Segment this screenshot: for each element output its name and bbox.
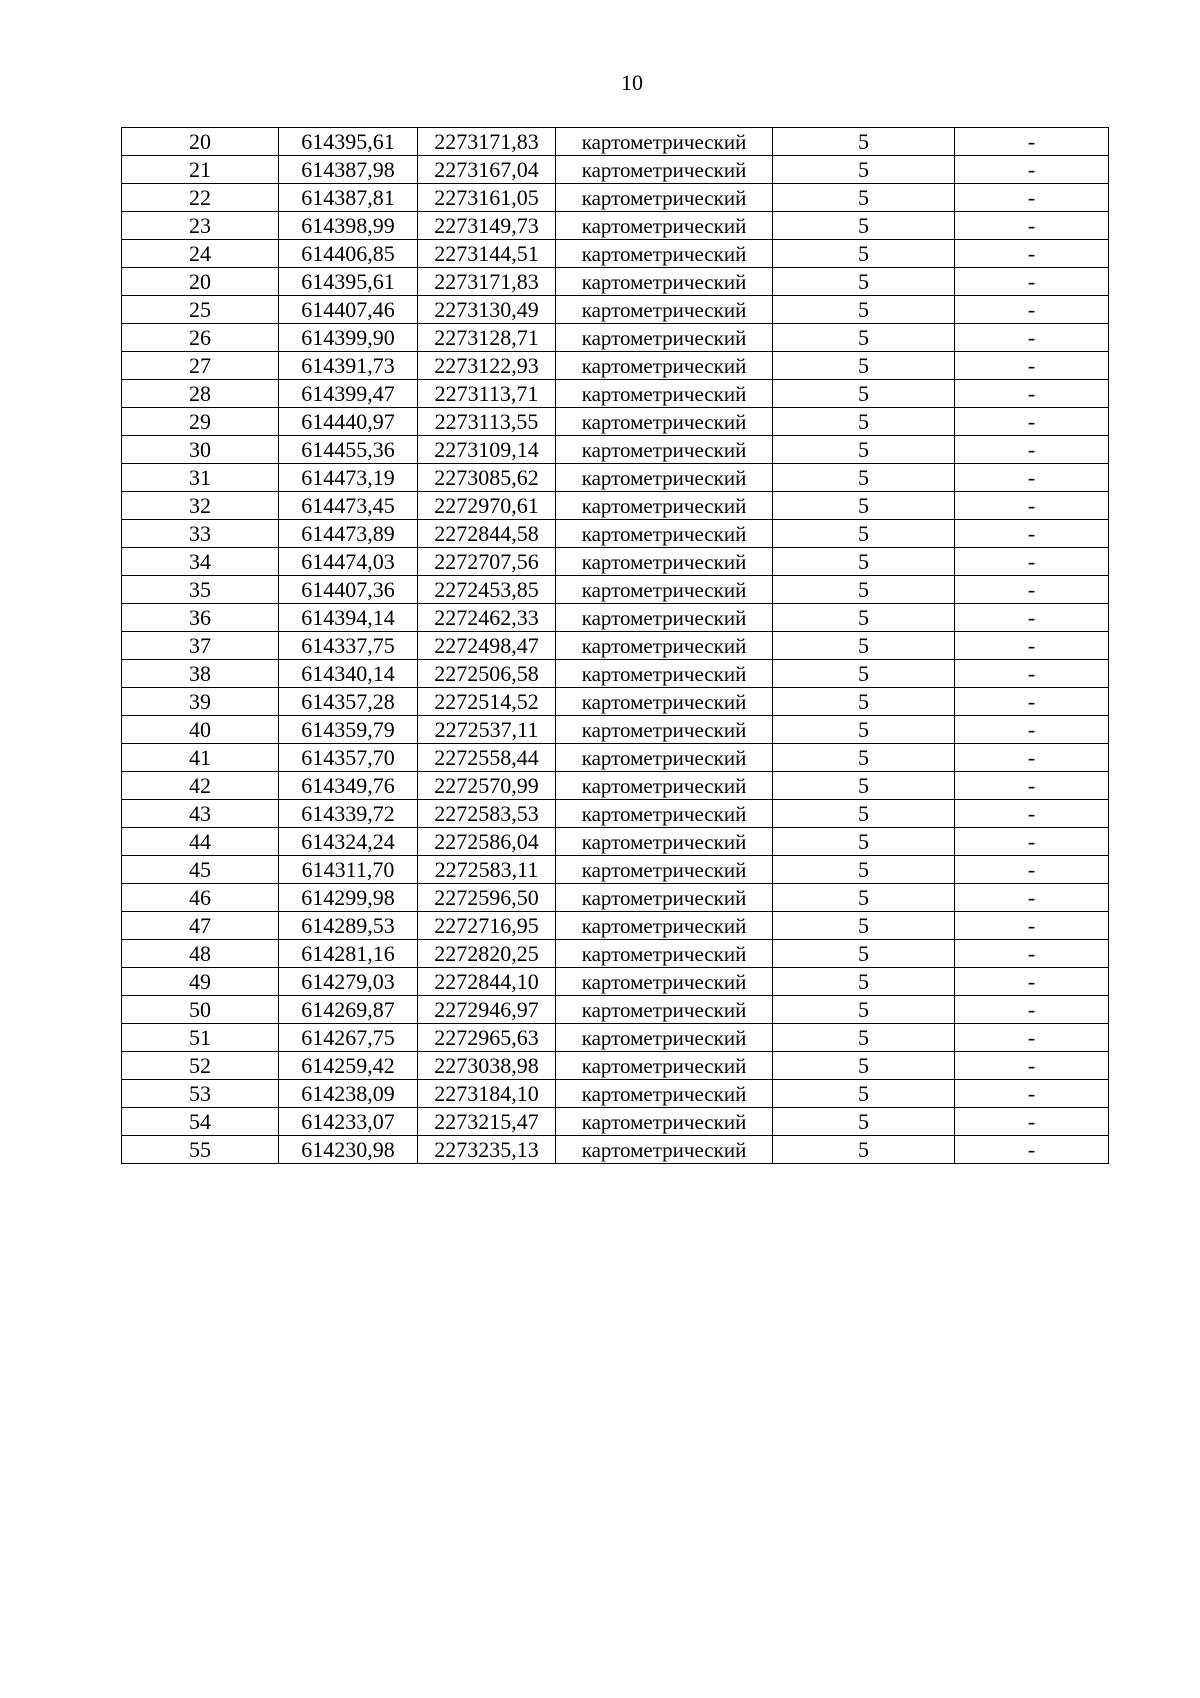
y-coordinate-cell: 2272586,04: [418, 828, 556, 856]
method-cell: картометрический: [556, 380, 773, 408]
x-coordinate-cell: 614233,07: [279, 1108, 418, 1136]
y-coordinate-cell: 2272583,53: [418, 800, 556, 828]
accuracy-cell: 5: [773, 240, 955, 268]
method-cell: картометрический: [556, 912, 773, 940]
x-coordinate-cell: 614407,46: [279, 296, 418, 324]
table-row: [122, 324, 1109, 352]
note-cell: -: [955, 1080, 1109, 1108]
point-number-cell: 50: [122, 996, 279, 1024]
note-cell: -: [955, 352, 1109, 380]
coordinates-table: [121, 127, 1109, 1164]
note-cell: -: [955, 408, 1109, 436]
method-cell: картометрический: [556, 940, 773, 968]
note-cell: -: [955, 716, 1109, 744]
method-cell: картометрический: [556, 408, 773, 436]
note-cell: -: [955, 940, 1109, 968]
point-number-cell: 40: [122, 716, 279, 744]
x-coordinate-cell: 614279,03: [279, 968, 418, 996]
table-row: [122, 156, 1109, 184]
method-cell: картометрический: [556, 520, 773, 548]
table-row: [122, 912, 1109, 940]
y-coordinate-cell: 2273171,83: [418, 128, 556, 156]
table-row: [122, 184, 1109, 212]
table-row: [122, 744, 1109, 772]
point-number-cell: 39: [122, 688, 279, 716]
point-number-cell: 34: [122, 548, 279, 576]
method-cell: картометрический: [556, 296, 773, 324]
method-cell: картометрический: [556, 464, 773, 492]
y-coordinate-cell: 2273235,13: [418, 1136, 556, 1164]
accuracy-cell: 5: [773, 912, 955, 940]
accuracy-cell: 5: [773, 1108, 955, 1136]
y-coordinate-cell: 2272820,25: [418, 940, 556, 968]
x-coordinate-cell: 614407,36: [279, 576, 418, 604]
method-cell: картометрический: [556, 128, 773, 156]
x-coordinate-cell: 614473,19: [279, 464, 418, 492]
method-cell: картометрический: [556, 800, 773, 828]
table-row: [122, 268, 1109, 296]
method-cell: картометрический: [556, 1108, 773, 1136]
accuracy-cell: 5: [773, 324, 955, 352]
y-coordinate-cell: 2273113,71: [418, 380, 556, 408]
accuracy-cell: 5: [773, 212, 955, 240]
note-cell: -: [955, 912, 1109, 940]
point-number-cell: 24: [122, 240, 279, 268]
point-number-cell: 28: [122, 380, 279, 408]
note-cell: -: [955, 660, 1109, 688]
accuracy-cell: 5: [773, 268, 955, 296]
table-row: [122, 1024, 1109, 1052]
note-cell: -: [955, 520, 1109, 548]
x-coordinate-cell: 614394,14: [279, 604, 418, 632]
x-coordinate-cell: 614339,72: [279, 800, 418, 828]
table-row: [122, 1080, 1109, 1108]
x-coordinate-cell: 614230,98: [279, 1136, 418, 1164]
method-cell: картометрический: [556, 548, 773, 576]
method-cell: картометрический: [556, 352, 773, 380]
method-cell: картометрический: [556, 1024, 773, 1052]
accuracy-cell: 5: [773, 1136, 955, 1164]
y-coordinate-cell: 2272707,56: [418, 548, 556, 576]
point-number-cell: 37: [122, 632, 279, 660]
table-row: [122, 240, 1109, 268]
accuracy-cell: 5: [773, 576, 955, 604]
x-coordinate-cell: 614399,47: [279, 380, 418, 408]
note-cell: -: [955, 1024, 1109, 1052]
accuracy-cell: 5: [773, 996, 955, 1024]
accuracy-cell: 5: [773, 464, 955, 492]
accuracy-cell: 5: [773, 688, 955, 716]
accuracy-cell: 5: [773, 828, 955, 856]
method-cell: картометрический: [556, 884, 773, 912]
y-coordinate-cell: 2273149,73: [418, 212, 556, 240]
accuracy-cell: 5: [773, 744, 955, 772]
accuracy-cell: 5: [773, 548, 955, 576]
y-coordinate-cell: 2272570,99: [418, 772, 556, 800]
table-row: [122, 660, 1109, 688]
y-coordinate-cell: 2273215,47: [418, 1108, 556, 1136]
point-number-cell: 36: [122, 604, 279, 632]
x-coordinate-cell: 614455,36: [279, 436, 418, 464]
note-cell: -: [955, 800, 1109, 828]
accuracy-cell: 5: [773, 660, 955, 688]
point-number-cell: 26: [122, 324, 279, 352]
note-cell: -: [955, 1136, 1109, 1164]
point-number-cell: 22: [122, 184, 279, 212]
note-cell: -: [955, 268, 1109, 296]
x-coordinate-cell: 614357,28: [279, 688, 418, 716]
accuracy-cell: 5: [773, 156, 955, 184]
y-coordinate-cell: 2273085,62: [418, 464, 556, 492]
y-coordinate-cell: 2272970,61: [418, 492, 556, 520]
accuracy-cell: 5: [773, 492, 955, 520]
method-cell: картометрический: [556, 1136, 773, 1164]
method-cell: картометрический: [556, 856, 773, 884]
method-cell: картометрический: [556, 436, 773, 464]
x-coordinate-cell: 614359,79: [279, 716, 418, 744]
table-row: [122, 604, 1109, 632]
point-number-cell: 38: [122, 660, 279, 688]
method-cell: картометрический: [556, 688, 773, 716]
table-row: [122, 884, 1109, 912]
note-cell: -: [955, 688, 1109, 716]
y-coordinate-cell: 2272462,33: [418, 604, 556, 632]
y-coordinate-cell: 2272583,11: [418, 856, 556, 884]
point-number-cell: 54: [122, 1108, 279, 1136]
point-number-cell: 48: [122, 940, 279, 968]
note-cell: -: [955, 492, 1109, 520]
x-coordinate-cell: 614311,70: [279, 856, 418, 884]
note-cell: -: [955, 1052, 1109, 1080]
point-number-cell: 29: [122, 408, 279, 436]
method-cell: картометрический: [556, 184, 773, 212]
table-row: [122, 1052, 1109, 1080]
accuracy-cell: 5: [773, 940, 955, 968]
accuracy-cell: 5: [773, 884, 955, 912]
method-cell: картометрический: [556, 324, 773, 352]
accuracy-cell: 5: [773, 1024, 955, 1052]
x-coordinate-cell: 614357,70: [279, 744, 418, 772]
method-cell: картометрический: [556, 492, 773, 520]
table-row: [122, 128, 1109, 156]
accuracy-cell: 5: [773, 772, 955, 800]
y-coordinate-cell: 2273109,14: [418, 436, 556, 464]
method-cell: картометрический: [556, 1080, 773, 1108]
note-cell: -: [955, 772, 1109, 800]
point-number-cell: 42: [122, 772, 279, 800]
point-number-cell: 45: [122, 856, 279, 884]
method-cell: картометрический: [556, 996, 773, 1024]
x-coordinate-cell: 614269,87: [279, 996, 418, 1024]
y-coordinate-cell: 2273122,93: [418, 352, 556, 380]
note-cell: -: [955, 240, 1109, 268]
table-row: [122, 1136, 1109, 1164]
x-coordinate-cell: 614324,24: [279, 828, 418, 856]
accuracy-cell: 5: [773, 380, 955, 408]
method-cell: картометрический: [556, 660, 773, 688]
y-coordinate-cell: 2273184,10: [418, 1080, 556, 1108]
method-cell: картометрический: [556, 632, 773, 660]
method-cell: картометрический: [556, 576, 773, 604]
point-number-cell: 46: [122, 884, 279, 912]
accuracy-cell: 5: [773, 632, 955, 660]
accuracy-cell: 5: [773, 800, 955, 828]
table-row: [122, 940, 1109, 968]
accuracy-cell: 5: [773, 716, 955, 744]
table-row: [122, 632, 1109, 660]
y-coordinate-cell: 2272965,63: [418, 1024, 556, 1052]
accuracy-cell: 5: [773, 352, 955, 380]
point-number-cell: 55: [122, 1136, 279, 1164]
point-number-cell: 25: [122, 296, 279, 324]
note-cell: -: [955, 968, 1109, 996]
point-number-cell: 31: [122, 464, 279, 492]
y-coordinate-cell: 2272537,11: [418, 716, 556, 744]
table-row: [122, 576, 1109, 604]
y-coordinate-cell: 2273038,98: [418, 1052, 556, 1080]
accuracy-cell: 5: [773, 436, 955, 464]
point-number-cell: 30: [122, 436, 279, 464]
point-number-cell: 20: [122, 268, 279, 296]
y-coordinate-cell: 2273113,55: [418, 408, 556, 436]
method-cell: картометрический: [556, 156, 773, 184]
accuracy-cell: 5: [773, 296, 955, 324]
y-coordinate-cell: 2272498,47: [418, 632, 556, 660]
accuracy-cell: 5: [773, 1080, 955, 1108]
method-cell: картометрический: [556, 1052, 773, 1080]
note-cell: -: [955, 996, 1109, 1024]
y-coordinate-cell: 2273161,05: [418, 184, 556, 212]
y-coordinate-cell: 2272506,58: [418, 660, 556, 688]
method-cell: картометрический: [556, 772, 773, 800]
y-coordinate-cell: 2272453,85: [418, 576, 556, 604]
note-cell: -: [955, 1108, 1109, 1136]
x-coordinate-cell: 614395,61: [279, 128, 418, 156]
page-number: 10: [621, 70, 643, 95]
point-number-cell: 20: [122, 128, 279, 156]
point-number-cell: 32: [122, 492, 279, 520]
accuracy-cell: 5: [773, 604, 955, 632]
point-number-cell: 44: [122, 828, 279, 856]
point-number-cell: 47: [122, 912, 279, 940]
y-coordinate-cell: 2272946,97: [418, 996, 556, 1024]
note-cell: -: [955, 576, 1109, 604]
x-coordinate-cell: 614289,53: [279, 912, 418, 940]
table-row: [122, 828, 1109, 856]
point-number-cell: 33: [122, 520, 279, 548]
note-cell: -: [955, 632, 1109, 660]
note-cell: -: [955, 884, 1109, 912]
x-coordinate-cell: 614267,75: [279, 1024, 418, 1052]
point-number-cell: 43: [122, 800, 279, 828]
accuracy-cell: 5: [773, 520, 955, 548]
y-coordinate-cell: 2272596,50: [418, 884, 556, 912]
table-row: [122, 464, 1109, 492]
accuracy-cell: 5: [773, 128, 955, 156]
x-coordinate-cell: 614473,89: [279, 520, 418, 548]
method-cell: картометрический: [556, 716, 773, 744]
table-row: [122, 772, 1109, 800]
table-row: [122, 548, 1109, 576]
x-coordinate-cell: 614387,98: [279, 156, 418, 184]
table-row: [122, 380, 1109, 408]
table-row: [122, 492, 1109, 520]
method-cell: картометрический: [556, 212, 773, 240]
y-coordinate-cell: 2272716,95: [418, 912, 556, 940]
table-row: [122, 436, 1109, 464]
x-coordinate-cell: 614340,14: [279, 660, 418, 688]
method-cell: картометрический: [556, 744, 773, 772]
note-cell: -: [955, 212, 1109, 240]
y-coordinate-cell: 2272514,52: [418, 688, 556, 716]
x-coordinate-cell: 614440,97: [279, 408, 418, 436]
note-cell: -: [955, 828, 1109, 856]
table-row: [122, 688, 1109, 716]
note-cell: -: [955, 548, 1109, 576]
y-coordinate-cell: 2273167,04: [418, 156, 556, 184]
note-cell: -: [955, 464, 1109, 492]
accuracy-cell: 5: [773, 184, 955, 212]
table-row: [122, 520, 1109, 548]
table-row: [122, 296, 1109, 324]
accuracy-cell: 5: [773, 408, 955, 436]
point-number-cell: 23: [122, 212, 279, 240]
accuracy-cell: 5: [773, 968, 955, 996]
table-row: [122, 1108, 1109, 1136]
note-cell: -: [955, 436, 1109, 464]
x-coordinate-cell: 614238,09: [279, 1080, 418, 1108]
x-coordinate-cell: 614395,61: [279, 268, 418, 296]
x-coordinate-cell: 614406,85: [279, 240, 418, 268]
note-cell: -: [955, 128, 1109, 156]
method-cell: картометрический: [556, 828, 773, 856]
table-row: [122, 716, 1109, 744]
method-cell: картометрический: [556, 968, 773, 996]
point-number-cell: 27: [122, 352, 279, 380]
y-coordinate-cell: 2273128,71: [418, 324, 556, 352]
note-cell: -: [955, 296, 1109, 324]
table-row: [122, 800, 1109, 828]
method-cell: картометрический: [556, 604, 773, 632]
point-number-cell: 35: [122, 576, 279, 604]
x-coordinate-cell: 614349,76: [279, 772, 418, 800]
y-coordinate-cell: 2273130,49: [418, 296, 556, 324]
y-coordinate-cell: 2272844,10: [418, 968, 556, 996]
table-row: [122, 408, 1109, 436]
point-number-cell: 41: [122, 744, 279, 772]
x-coordinate-cell: 614387,81: [279, 184, 418, 212]
accuracy-cell: 5: [773, 1052, 955, 1080]
table-row: [122, 212, 1109, 240]
point-number-cell: 49: [122, 968, 279, 996]
x-coordinate-cell: 614259,42: [279, 1052, 418, 1080]
table-row: [122, 996, 1109, 1024]
point-number-cell: 52: [122, 1052, 279, 1080]
note-cell: -: [955, 324, 1109, 352]
x-coordinate-cell: 614473,45: [279, 492, 418, 520]
y-coordinate-cell: 2272558,44: [418, 744, 556, 772]
note-cell: -: [955, 744, 1109, 772]
x-coordinate-cell: 614391,73: [279, 352, 418, 380]
x-coordinate-cell: 614281,16: [279, 940, 418, 968]
x-coordinate-cell: 614399,90: [279, 324, 418, 352]
point-number-cell: 53: [122, 1080, 279, 1108]
x-coordinate-cell: 614474,03: [279, 548, 418, 576]
y-coordinate-cell: 2273171,83: [418, 268, 556, 296]
table-row: [122, 352, 1109, 380]
table-row: [122, 968, 1109, 996]
note-cell: -: [955, 156, 1109, 184]
method-cell: картометрический: [556, 268, 773, 296]
note-cell: -: [955, 856, 1109, 884]
x-coordinate-cell: 614299,98: [279, 884, 418, 912]
note-cell: -: [955, 604, 1109, 632]
x-coordinate-cell: 614337,75: [279, 632, 418, 660]
x-coordinate-cell: 614398,99: [279, 212, 418, 240]
point-number-cell: 21: [122, 156, 279, 184]
table-row: [122, 856, 1109, 884]
method-cell: картометрический: [556, 240, 773, 268]
accuracy-cell: 5: [773, 856, 955, 884]
table-body: [122, 128, 1109, 1164]
y-coordinate-cell: 2272844,58: [418, 520, 556, 548]
point-number-cell: 51: [122, 1024, 279, 1052]
note-cell: -: [955, 184, 1109, 212]
note-cell: -: [955, 380, 1109, 408]
y-coordinate-cell: 2273144,51: [418, 240, 556, 268]
